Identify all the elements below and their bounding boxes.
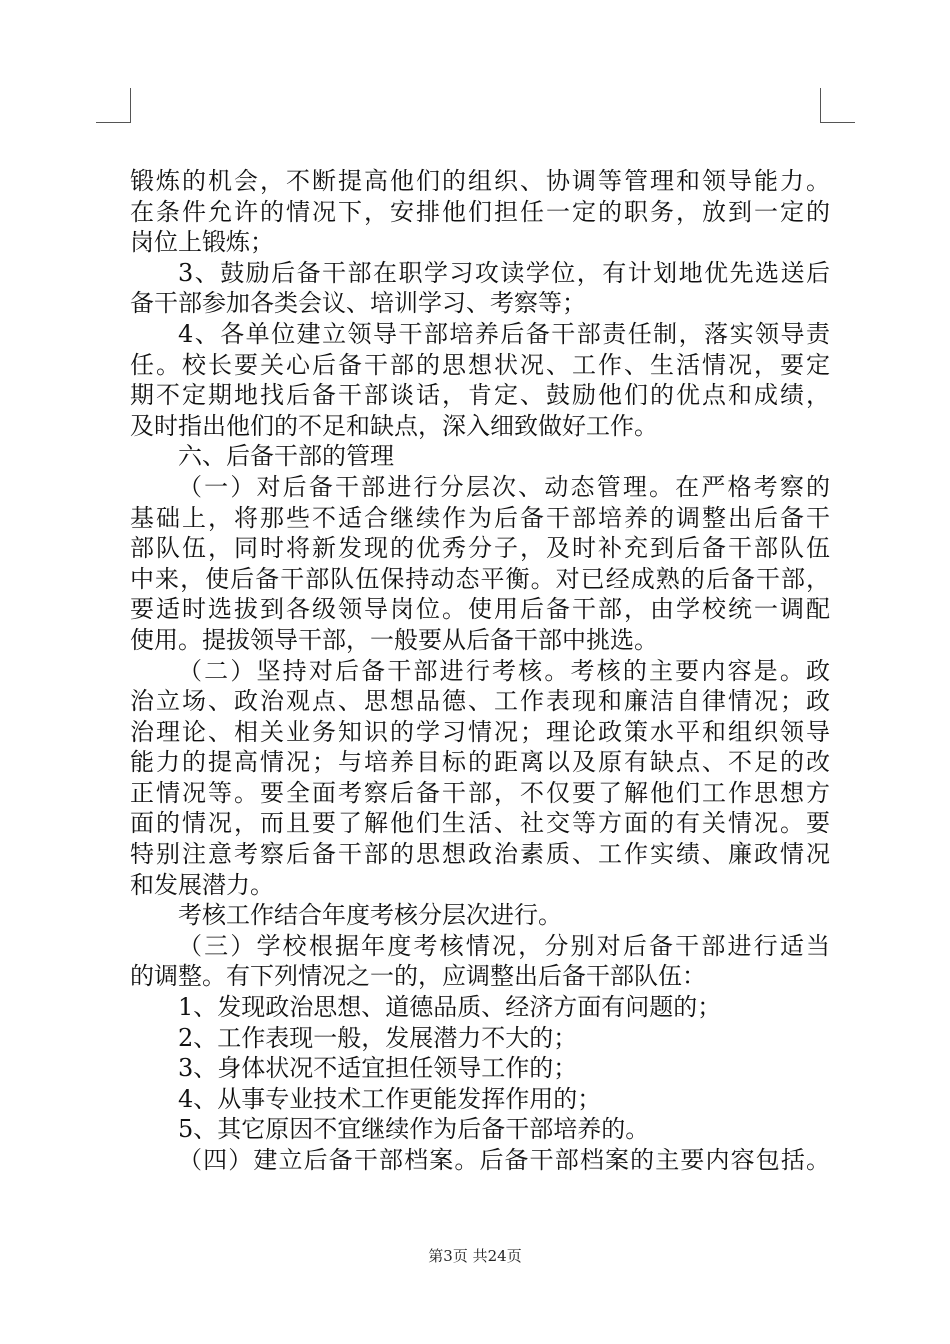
text-line: （二）坚持对后备干部进行考核。考核的主要内容是。政: [178, 656, 830, 685]
text-line: 和发展潜力。: [130, 870, 274, 899]
text-line: 部队伍，同时将新发现的优秀分子，及时补充到后备干部队伍: [130, 534, 830, 563]
text-line: 治立场、政治观点、思想品德、工作表现和廉洁自律情况；政: [130, 687, 830, 716]
text-line: 5、其它原因不宜继续作为后备干部培养的。: [178, 1115, 650, 1144]
text-line: 备干部参加各类会议、培训学习、考察等；: [130, 289, 586, 318]
text-line: （一）对后备干部进行分层次、动态管理。在严格考察的: [178, 472, 830, 501]
text-line: 及时指出他们的不足和缺点，深入细致做好工作。: [130, 411, 658, 440]
text-line: 1、发现政治思想、道德品质、经济方面有问题的；: [178, 993, 722, 1022]
text-line: 基础上，将那些不适合继续作为后备干部培养的调整出后备干: [130, 503, 830, 532]
crop-mark-top-left: [96, 88, 131, 123]
text-line: 考核工作结合年度考核分层次进行。: [178, 901, 562, 930]
text-line: 正情况等。要全面考察后备干部，不仅要了解他们工作思想方: [130, 778, 830, 807]
text-line: 特别注意考察后备干部的思想政治素质、工作实绩、廉政情况: [130, 840, 830, 869]
text-line: 4、各单位建立领导干部培养后备干部责任制，落实领导责: [178, 319, 830, 348]
document-body: [130, 166, 830, 1176]
text-line: 岗位上锻炼；: [130, 228, 274, 257]
text-line: 中来，使后备干部队伍保持动态平衡。对已经成熟的后备干部，: [130, 564, 830, 593]
text-line: 能力的提高情况；与培养目标的距离以及原有缺点、不足的改: [130, 748, 830, 777]
text-line: 治理论、相关业务知识的学习情况；理论政策水平和组织领导: [130, 717, 830, 746]
text-line: 要适时选拔到各级领导岗位。使用后备干部，由学校统一调配: [130, 595, 830, 624]
text-line: 3、鼓励后备干部在职学习攻读学位，有计划地优先选送后: [178, 258, 830, 287]
text-line: 3、身体状况不适宜担任领导工作的；: [178, 1054, 578, 1083]
text-line: 任。校长要关心后备干部的思想状况、工作、生活情况，要定: [130, 350, 830, 379]
crop-mark-top-right: [820, 88, 855, 123]
text-line: 4、从事专业技术工作更能发挥作用的；: [178, 1084, 602, 1113]
text-line: 在条件允许的情况下，安排他们担任一定的职务，放到一定的: [130, 197, 830, 226]
text-line: 的调整。有下列情况之一的，应调整出后备干部队伍：: [130, 962, 706, 991]
text-line: 使用。提拔领导干部，一般要从后备干部中挑选。: [130, 625, 658, 654]
text-line: （四）建立后备干部档案。后备干部档案的主要内容包括。: [178, 1146, 830, 1174]
text-line: 2、工作表现一般，发展潜力不大的；: [178, 1023, 578, 1052]
page-footer: 第3页 共24页: [428, 1247, 522, 1265]
text-line: （三）学校根据年度考核情况，分别对后备干部进行适当: [178, 931, 830, 960]
text-line: 面的情况，而且要了解他们生活、社交等方面的有关情况。要: [130, 809, 830, 838]
text-line: 锻炼的机会，不断提高他们的组织、协调等管理和领导能力。: [130, 167, 830, 195]
text-line: 六、后备干部的管理: [178, 442, 394, 471]
text-line: 期不定期地找后备干部谈话，肯定、鼓励他们的优点和成绩，: [130, 381, 830, 410]
